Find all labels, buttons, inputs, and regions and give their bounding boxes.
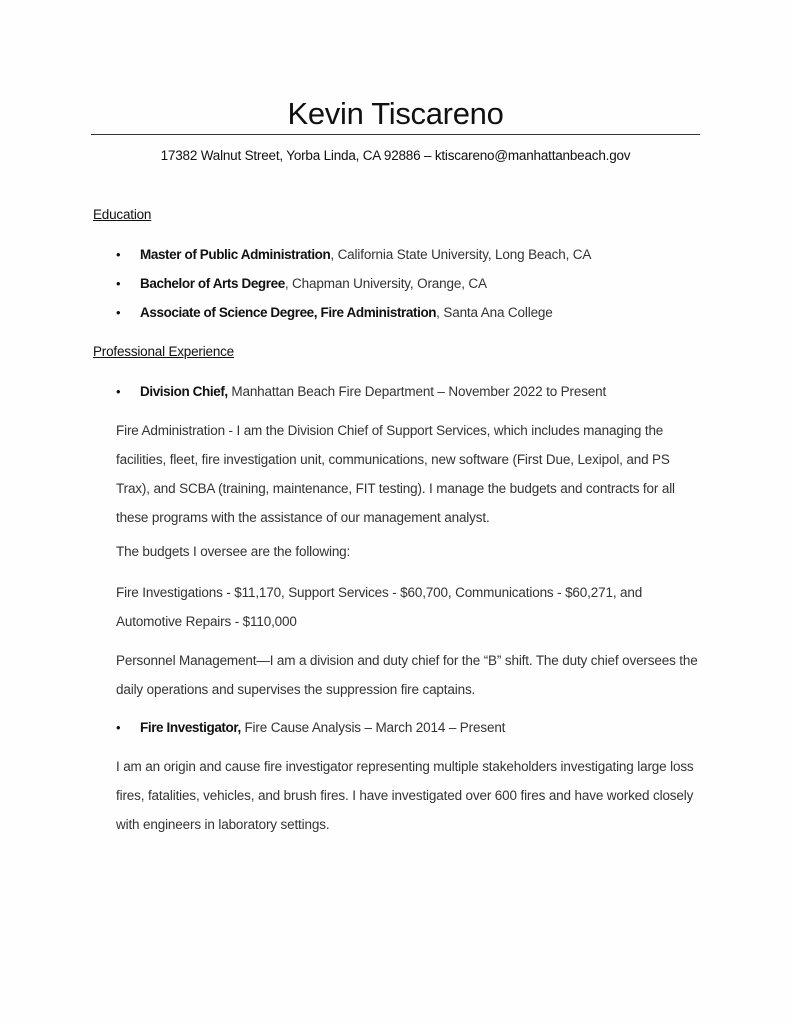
education-item	[116, 247, 591, 262]
job-title: Division Chief,	[140, 384, 228, 399]
degree-name: Associate of Science Degree, Fire Administration	[140, 305, 437, 320]
experience-heading: Professional Experience	[93, 344, 234, 359]
education-item	[116, 276, 487, 291]
job-entry	[116, 384, 606, 399]
job-paragraph: The budgets I oversee are the following:	[116, 544, 351, 559]
job-title: Fire Investigator,	[140, 720, 241, 735]
education-heading: Education	[93, 207, 152, 222]
contact-line: 17382 Walnut Street, Yorba Linda, CA 92886 – ktiscareno@manhattanbeach.gov	[160, 148, 631, 163]
bullet-icon: •	[116, 305, 121, 320]
bullet-icon: •	[116, 384, 121, 399]
job-paragraph: Fire Administration - I am the Division Chief of Support Services, which includes managing the facilities, fleet, fire investigation unit, communications, new software (First Due, Lexipol, and PS Trax), and SCBA (training, maintenance, FIT testing). I manage the budgets and contracts for all these programs with the assistance of our management analyst.	[116, 423, 675, 525]
bullet-icon: •	[116, 247, 121, 262]
degree-detail: , California State University, Long Beach, CA	[330, 247, 592, 262]
education-item	[116, 305, 553, 320]
degree-name: Bachelor of Arts Degree	[140, 276, 285, 291]
bullet-icon: •	[116, 276, 121, 291]
job-entry	[116, 720, 505, 735]
degree-detail: , Chapman University, Orange, CA	[284, 276, 487, 291]
job-paragraph: Personnel Management—I am a division and duty chief for the “B” shift. The duty chief oversees the daily operations and supervises the suppression fire captains.	[116, 653, 698, 697]
candidate-name: Kevin Tiscareno	[287, 96, 504, 131]
job-detail: Manhattan Beach Fire Department – November 2022 to Present	[227, 384, 607, 399]
degree-detail: , Santa Ana College	[436, 305, 553, 320]
job-detail: Fire Cause Analysis – March 2014 – Present	[240, 720, 506, 735]
degree-name: Master of Public Administration	[140, 247, 331, 262]
job-paragraph: Fire Investigations - $11,170, Support Services - $60,700, Communications - $60,271, and Automotive Repairs - $110,000	[116, 585, 643, 629]
job-paragraph: I am an origin and cause fire investigator representing multiple stakeholders investigating large loss fires, fatalities, vehicles, and brush fires. I have investigated over 600 fires and have worked closely with engineers in laboratory settings.	[116, 759, 694, 832]
bullet-icon: •	[116, 720, 121, 735]
header-divider	[91, 134, 700, 135]
